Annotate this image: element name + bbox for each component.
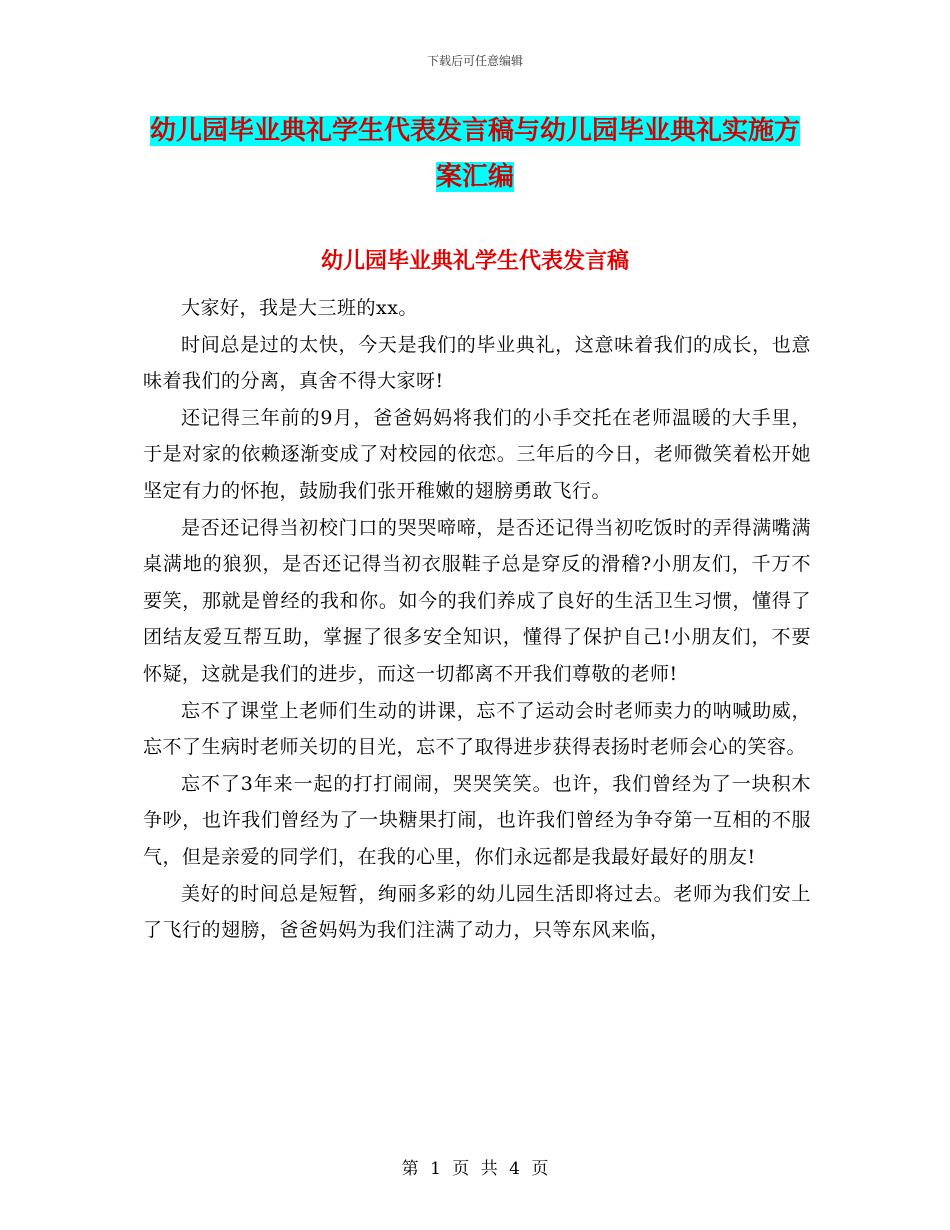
section-title: 幼儿园毕业典礼学生代表发言稿 bbox=[320, 249, 629, 274]
paragraph: 是否还记得当初校门口的哭哭啼啼，是否还记得当初吃饭时的弄得满嘴满桌满地的狼狈，是否还记得当初衣服鞋子总是穿反的滑稽?小朋友们，千万不要笑，那就是曾经的我和你。如今的我们养成了良好的生活卫生习惯，懂得了团结友爱互帮互助，掌握了很多安全知识，懂得了保护自己!小朋友们，不要怀疑，这就是我们的进步，而这一切都离不开我们尊敬的老师! bbox=[143, 516, 811, 685]
document-body bbox=[143, 290, 811, 949]
document-title bbox=[140, 108, 810, 200]
paragraph: 忘不了3年来一起的打打闹闹，哭哭笑笑。也许，我们曾经为了一块积木争吵，也许我们曾经为了一块糖果打闹，也许我们曾经为争夺第一互相的不服气，但是亲爱的同学们，在我的心里，你们永远都是我最好最好的朋友! bbox=[143, 772, 811, 868]
page-number-footer: 第 1 页 共 4 页 bbox=[401, 1159, 549, 1179]
header-note: 下载后可任意编辑 bbox=[426, 54, 523, 68]
document-title-text: 幼儿园毕业典礼学生代表发言稿与幼儿园毕业典礼实施方案汇编 bbox=[149, 116, 800, 192]
paragraph: 美好的时间总是短暂，绚丽多彩的幼儿园生活即将过去。老师为我们安上了飞行的翅膀，爸爸妈妈为我们注满了动力，只等东风来临， bbox=[143, 882, 811, 942]
paragraph: 还记得三年前的9月，爸爸妈妈将我们的小手交托在老师温暖的大手里，于是对家的依赖逐渐变成了对校园的依恋。三年后的今日，老师微笑着松开她坚定有力的怀抱，鼓励我们张开稚嫩的翅膀勇敢飞行。 bbox=[143, 406, 811, 502]
paragraph: 忘不了课堂上老师们生动的讲课，忘不了运动会时老师卖力的呐喊助威，忘不了生病时老师关切的目光，忘不了取得进步获得表扬时老师会心的笑容。 bbox=[143, 699, 811, 759]
paragraph: 大家好，我是大三班的xx。 bbox=[181, 297, 418, 319]
paragraph: 时间总是过的太快，今天是我们的毕业典礼，这意味着我们的成长，也意味着我们的分离，真舍不得大家呀! bbox=[143, 333, 811, 393]
